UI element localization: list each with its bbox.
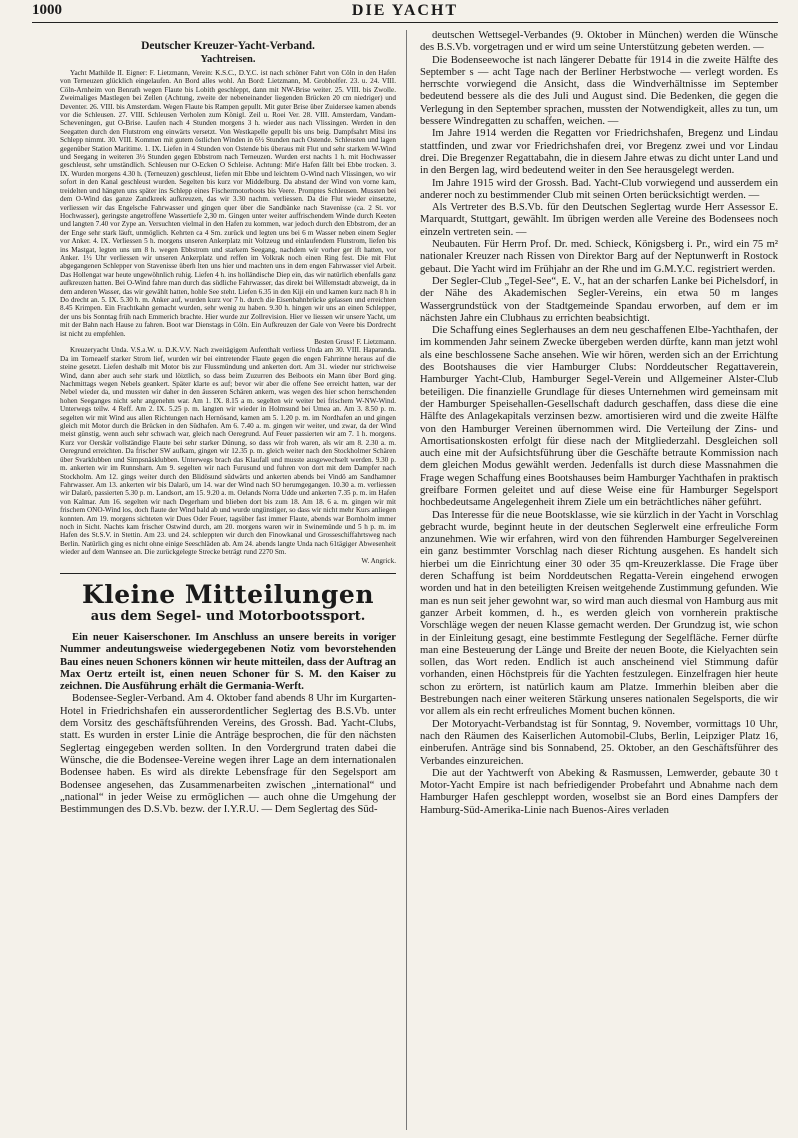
- feature-subtitle: aus dem Segel- und Motorbootssport.: [90, 608, 366, 624]
- note-vertreter: Als Vertreter des B.S.Vb. für den Deutschen Seglertag wurde Herr Assessor E. Marquardt, Stuttgart, gewählt. Im übrigen werden alle Vereine des Bodensees noch einzeln vertreten sein. —: [420, 202, 778, 238]
- notes-right: [420, 30, 778, 817]
- note-motoryacht: Der Motoryacht-Verbandstag ist für Sonntag, 9. November, vormittags 10 Uhr, nach den Räumen des Kaiserlichen Automobil-Clubs, Berlin, Leipziger Platz 16, einberufen. Anträge sind bis Sonnabend, 25. Oktober, an den Geschäftsführer des Verbandes einzureichen.: [420, 718, 778, 767]
- report-unda: Kreuzeryacht Unda. V.S.a.W. u. D.K.V.V. Nach zweitägigem Aufenthalt verliess Unda am 30. VIII. Haparanda. Da im Torneaelf starker Strom lief, wurden wir bei eintretender Flaute gegen die engen Fahrrinne heraus auf die steine gesetzt. Liefen deshalb mit Motor bis zur Flussmündung und ankerten dort. Am 31. wieder nur strichweise Wind, dann aber auch sehr stark und löiztlich, so dass beim Zuzurren des Beiboots ein Mann über Bord ging. Nachmittags wegen Nebels geankert. Später klarte es auf; bevor wir aber die offene See erreicht hatten, war der Nebel wieder da, und mussten wir daher in den äusseren Schären ankern, was wegen des hier schon herrschenden hohen Seeganges nicht sehr angenehm war. Am 1. IX. 8.15 a m. segelten wir weiter bei frischem W-NW-Wind. Unterwegs teilw. 4 Reff. Am 2. IX. 5.25 p. m. langten wir wieder in Holmsund bei Umea an. Am 3. 8.50 p. m. segelten wir mit Wind aus allen Richtungen nach Hernösand, kamen am 5. 1.20 p. m. im Nordhafen an und gingen gleich mit Motor durch die Brücken in den Südhafen. Am 6. 7.40 a. m. gingen wir weiter, und zwar, da der Wind meist günstig, wenn auch sehr schwach war, gleich nach Oeregrund. Auf Feuer passierten wir am 7. 1 h. morgens. Kurz vor Oerskär vollständige Flaute bei sehr starker Dünung, so dass wir froh waren, als wir am 8. 2.30 a. m. Oeregrund erreichten. Da frischer SW aufkam, gingen wir 12.35 p. m. gleich weiter nach den Stockholmer Schären über Svarklubben und Simpsnäsklubben. Unterwegs brach das Klaufall und musste ausgewechselt werden. 9.30 p. m. ankerten wir im Runnsharn. Am 9. segelten wir nach Furusund und fuhren von dort mit dem Dampfer nach Stockholm. Am 12. gings weiter durch den Blidösund südwärts und ankerten abends bei Vindö am Sandhamner Fahrwasser. Am 13. ankerten wir bis Dalarö, um 14. war der Wind nach SO herumgegangen. 10.30 a. m. verliessen wir Dalarö, passierten 5.30 p. m. Landsort, am 15. 9.20 a. m. Oelands Norra Udde und ankerten 7.35 p. m. im Hafen von Kalmar. Am 16. segelten wir nach Degerham und blieben dort bis zum 18. Am 18. 6 a. m. gingen wir mit frischem ONO-Wind los, doch flaute der Wind bald ab und wurde ungünstiger, so dass wir nicht mehr Kurs anliegen konnten. Am 19. morgens sichteten wir Dues Oder Feuer, tagsüber fast immer Flaute, abends war Bornholm immer noch in Sicht. Nachts kam frischer Ostwind durch, am 20. morgens waren wir in Swinemünde und 5 h p. m. im Hafen des St.S.V. in Stettin. Am 23. und 24. schleppten wir durch den Finowkanal und Grosseschiffahrtsweg nach Berlin. Natürlich ging es nicht ohne einige Seeschläden ab. Am 24. abends langte Unda nach 61tägiger Abwesenheit wieder auf dem Wannsee an. Die zurückgelegte Strecke beträgt rund 2270 Sm.: [60, 346, 396, 557]
- note-bodenseewoche: Die Bodenseewoche ist nach längerer Debatte für 1914 in die zweite Hälfte des September s — acht Tage nach der Berliner Herbstwoche — verlegt worden. Es herrschte vorwiegend die Ansicht, dass die Windverhältnisse im September bedeutend bessere als die des Juli und August sind. Die Bedenken, die gegen die Verlegung in den September sprachen, mussten der Notwendigkeit, alles zu tun, um bessere Windregatten zu schaffen, weichen. —: [420, 54, 778, 128]
- note-neubauten: Neubauten. Für Herrn Prof. Dr. med. Schieck, Königsberg i. Pr., wird ein 75 m² nationaler Kreuzer nach Rissen von Direktor Barg auf der Neptunwerft in Rostock gebaut. Die Yacht wird im Frühjahr an der Rhe und im G.M.Y.C. registriert werden.: [420, 239, 778, 275]
- note-bodensee: Bodensee-Segler-Verband. Am 4. Oktober fand abends 8 Uhr im Kurgarten-Hotel in Friedrichshafen ein ausserordentlicher Seglertag des B.S.Vb. unter dem Vorsitz des geschäftsführenden Vereins, des Grossh. Bad. Yacht-Clubs, statt. Es wurden in erster Linie die Anträge besprochen, die für den nächsten Seglertag eingegeben werden sollten. In den Vordergrund traten dabei die Wünsche, die die Bodensee-Vereine wegen ihrer Lage an dem internationalen Bodensee haben. Es wird als direkte Lebensfrage für den Segelsport am Bodensee angesehen, das Zusammenarbeiten zwischen „international“ und „national“ in jeder Weise zu ermöglichen — auch ohne die Umgehung der Bestimmungen des D.S.Vb. bezw. der I.Y.R.U. — Dem Seglertag des Süd-: [60, 693, 396, 816]
- report-mathilde: Yacht Mathilde II. Eigner: F. Lietzmann, Verein: K.S.C., D.Y.C. ist nach schöner Fahrt von Cöln in den Hafen von Terneuzen glücklich eingelaufen. An Bord alles wohl. An Bord: Lietzmann, M. Grobholfer. 23. u. 24. VIII. Cöln-Arnheim von Benrath wegen Flaute bis Lobith geschleppt, dann mit NW-Brise weiter. 25. VIII. bis Zwolle. Zweimaliges Mastlegen bei Zellen (Achtung, zweite der nebeneinander liegenden Brücken 20 cm niedriger) und Deventer. 26. VIII. bis Amsterdam. Wegen Flaute bis Rampen gepullt. Mit guter Brise über Zuidersee kamen abends vor die Schleusen. 27. VIII. Schleusen Verholen zum Königl. Zeil u. Roei Ver. 28. VIII. Amsterdam, Vandam-Scheveningen, gut O-Brise. Laufen nach 4 Stunden morgens 3 h. wieder aus nach Vlissingen. Werden in den Seegatten durch den Flutstrom eng einwärts versetzt. Von Westkapelle gepullt bis uns beig. Dampfsahrt Mitsi ins Schlepp nimmt. 30. VIII. Kommen mit gutem östlichen Winden in 6½ Stunden nach Ostende. Schleusten und lagen gegenüber Station Maritime. 1. IX. Liefen in 4 Stunden von Ostende bis überaus mit Flut und sehr starkem W-Wind und Seegang in weiteren 3½ Stunden gegen Ebbstrom nach Terneuzen. Wurden erst nachts 1 h. mit Hochwasser geschleust, sehr umständlich. Schleusen nur O-Ecken O Schleise. Achtung: Mit'e Hafen fällt bei Ebbe trocken. 3. IX. Wurden morgens 4.30 h. (Terneuzen) geschleust, liefen mit Ebbe und leichtem O-Wind nach Vlissingen, wo wir sofort in den Kanal geschleust wurden. Segelten bis kurz vor Middelburg. Da abstand der Wind von vorne kam, treidelten und hängten uns später ins Schlepp eines Fischermotorboots bis Veere. Promptes Schleusen. Mussten bei dem O-Wind das ganze Zandkreek aufkreuzen, das wir 3.30 nachm. verliessen. Da die Flut wieder einsetzte, verliessen wir das Engelsche Fahrwasser und gingen quer über die Sandbänke nach Stavenisse (ca. 2 St. vor Hochwasser), geringste angetroffene Wassertiefe 2,30 m. Gingen unter weiter auffrischendem Winde durch Keeten und langten 7.40 vor Zype an. Versuchten vielmal in den Hafen zu kommen, war jedoch durch den Ebbstrom, der an der Enge sehr stark läuft, unmöglich. Kehrten ca 4 Sm. zurück und legten uns bei 6 m Wasser neben einem Segler vor Anker. 4. IX. Verliessen 5 h. morgens unseren Ankerplatz mit Voltzeug und einlaufendem Flutstrom, liefen bis ins Mastgat, legten uns um 8 h. wegen Ebbstrom und starkem Seegang, nachdem wir vorher ger ift hatten, vor Anker. 1½ Uhr verliessen wir unseren Ankerplatz und reffen im Volkrak noch einen Ring fest. Die mit Flut abgegangenen Schlepper von Stavenisse überh lten uns hier und machten uns in dem engen Fahrwasser viel Arbeit. Das Hollengat war heute ungewöhnlich ruhig. Liefen 4 h. ins holländische Diep ein, das wir natürlich ebenfalls ganz aufkreuzen hatten. Bei O-Wind fahre man durch das südliche Fahrwasser, das direkt bei Willemstadt abzweigt, da in dem anderen Wasser, das wir gewählt hatten, hohle See steht. Liefen 6.35 in den Kiji ein und kamen kurz nach 8 h in Do drecht an. 5. IX. 5.30 h. m. Anker auf, wurden kurz vor 7 h. durch die Eisenbahnbrücke gelassen und erreichten 8.45 Krimpen. Ein Frachtkahn gemacht wurden, sehr wenig zu haben. 9.30 h. hingen wir uns an einen Schlepper, der uns bis Sonntag früh nach Emmerich brachte. Hier wurde zur Zollrevision. Hier ve liessen wir unsere Yacht, um mit der Bahn nach Hause zu fahren. Boot war Dienstags in Cöln. Ein Aufkreuzen der Gale von Veere bis Dordrecht ist nicht zu empfehlen.: [60, 69, 396, 338]
- note-sueddeutsch: deutschen Wettsegel-Verbandes (9. Oktober in München) werden die Wünsche des B.S.Vb. vorgetragen und er wird um seine Unterstützung gebeten werden. —: [420, 30, 778, 54]
- note-kaiserschoner: Ein neuer Kaiserschoner. Im Anschluss an unsere bereits in voriger Nummer andeutungsweise wiedergegebenen Notiz vom bevorstehenden Bau eines neuen Schoners können wir heute mitteilen, dass der Auftrag an Max Oertz erteilt ist, einen neuen Schoner für S. M. den Kaiser zu zeichnen. Die Ausführung erhält die Germania-Werft.: [60, 631, 396, 693]
- note-empire: Die aut der Yachtwerft von Abeking & Rasmussen, Lemwerder, gebaute 30 t Motor-Yacht Empire ist nach befriedigender Probefahrt und Abnahme nach dem Hamburger Hafen geschleppt worden, woselbst sie an Bord eines Dampfers der Hamburg-Süd-Amerika-Linie nach Buenos-Aires verladen: [420, 767, 778, 816]
- section-title: Deutscher Kreuzer-Yacht-Verband.: [141, 40, 315, 52]
- left-column: [60, 30, 396, 1130]
- yacht-reports: [60, 69, 396, 565]
- note-bootsklasse: Das Interesse für die neue Bootsklasse, wie sie kürzlich in der Yacht in Vorschlag gebracht wurde, beginnt heute in der deutschen Seglerwelt eine erfreuliche Form anzunehmen. Wie wir erfahren, wird von den führenden Hamburger Segelvereinen ein ganz bestimmter Vorschlag nach dieser Richtung ausgehen. Es handelt sich hierbei um die Einrichtung einer 30 oder 35 qm-Kreuzerklasse. Die Frage über deren Schaffung ist beim Norddeutschen Regatta-Verein eingehend erwogen worden und hat in den beteiligten Kreisen weitgehende Zustimmung gefunden. Wie man es nun seit jeher gewohnt war, so wird man auch diesmal von Hamburg aus mit ganzer Arbeit kommen, d. h., es werden gleich von vornherein praktische Vorschläge wegen der neuen Klasse gemacht werden. Der Grundzug ist, wie schon in der Einleitung gesagt, eine bestimmte Festlegung der Segelfläche. Ferner dürfte man eine Besteuerung der Länge und Breite der neuen Boote, die Kielyachten sein sollen, das Wort reden. Endlich ist auch anscheinend viel Stimmung dafür vorhanden, einen Höchstpreis für die Yachten festzulegen. Einzelfragen hier heute schon zu erörtern, ist natürlich kaum am Platze. Immerhin bleiben aber die Bestrebungen nach einer weiteren Stärkung unseres nationalen Segelsports, die wir vor allem als ein recht erfreuliches Moment buchen können.: [420, 509, 778, 718]
- note-1915: Im Jahre 1915 wird der Grossh. Bad. Yacht-Club vorwiegend und ausserdem ein anderer noch zu bestimmender Club mit seinen Orten berücksichtigt werden. —: [420, 177, 778, 201]
- section-subtitle: Yachtreisen.: [200, 54, 256, 65]
- section-rule: [60, 573, 396, 574]
- note-seglerhaus: Die Schaffung eines Seglerhauses an dem neu geschaffenen Elbe-Yachthafen, der im kommenden Jahr seinem Zwecke übergeben werden dürfte, kann man jetzt wohl als eine beschlossene Sache ansehen. Wie wir hören, werden sich an der Errichtung des Bootshauses die vier Hamburger Clubs: Norddeutscher Regattaverein, Hamburger Yacht-Club, Hamburger Segel-Verein und Allgemeiner Alster-Club beteiligen. Die finanzielle Grundlage für dieses Unternehmen wird gemeinsam mit der Hamburger Speisehallen-Gesellschaft dadurch geschaffen, dass diese die eine Hälfte des Anlagekapitals verzinsen bezw. amortisieren wird und die zweite Hälfte von den Hamburger Vereinen übernommen wird. Die Verteilung der Zins- und Amortisationskosten erfolgt für diese nach der Mitgliederzahl. Desgleichen soll auch eine mit der Aufsichtsführung über die Geschäfte betraute Kommission nach dem gleichen Modus gewählt werden. Jedenfalls ist durch diese Massnahmen die Frage wegen Schaffung eines Bootshauses beim Hamburger Yachthafen in praktisch greifbare Formen geleitet und auf diese Weise eine für Hamburger Segelsport hochbedeutsame Angelegenheit ihrem Ziele um ein beträchtliches näher geführt.: [420, 325, 778, 509]
- column-divider: [406, 30, 407, 1130]
- right-column: [420, 30, 778, 1130]
- page-number: 1000: [32, 2, 62, 18]
- note-regatten-1914: Im Jahre 1914 werden die Regatten vor Friedrichshafen, Bregenz und Lindau stattfinden, und zwar vor Friedrichshafen drei, vor Bregenz zwei und vor Lindau drei. Die Bregenzer Regattabahn, die in diesem Jahre etwas zu dicht unter Land und in den Bergen lag, wird bedeutend weiter in den See herausgelegt werden.: [420, 128, 778, 177]
- running-head: DIE YACHT: [351, 2, 459, 19]
- feature-title: Kleine Mitteilungen: [82, 579, 374, 609]
- signature-lietzmann: Besten Gruss! F. Lietzmann.: [314, 338, 396, 346]
- page-header: [32, 2, 778, 23]
- notes-left: [60, 632, 396, 816]
- note-tegel-see: Der Segler-Club „Tegel-See“, E. V., hat an der scharfen Lanke bei Pichelsdorf, in der Nähe des Akademischen Segler-Vereins, ein etwa 50 m langes Wassergrundstück von der Stadtgemeinde Spandau erworben, auf dem er im nächsten Jahre ein Clubhaus zu errichten beabsichtigt.: [420, 275, 778, 324]
- signature-angrick: W. Angrick.: [361, 556, 396, 565]
